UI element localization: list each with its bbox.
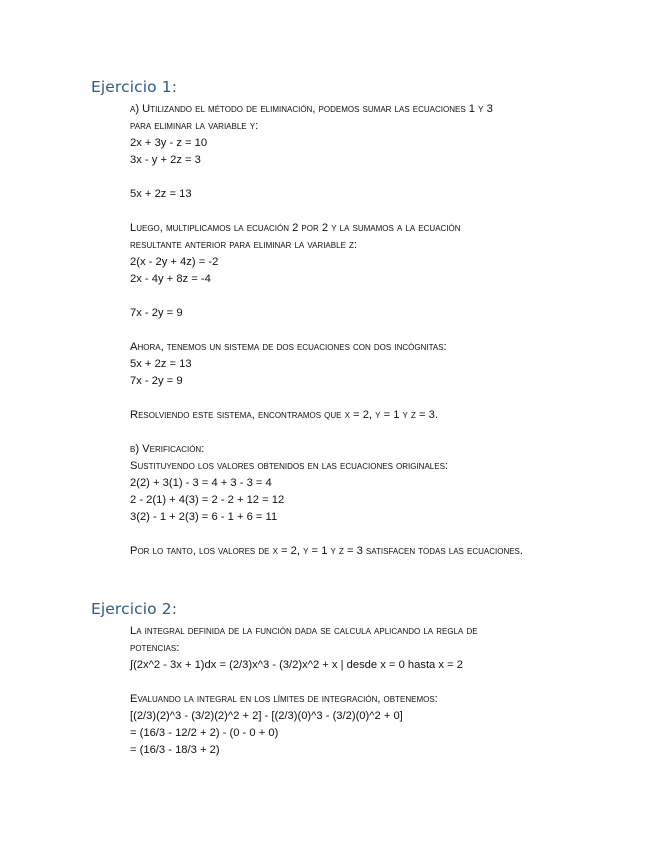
step-2-line-2: resultante anterior para eliminar la variable z: bbox=[130, 239, 357, 251]
evaluation-step-3: = (16/3 - 18/3 + 2) bbox=[130, 744, 220, 756]
exercise-1-body bbox=[130, 101, 650, 560]
evaluation-step-1: [(2/3)(2)^3 - (3/2)(2)^2 + 2] - [(2/3)(0)^3 - (3/2)(0)^2 + 0] bbox=[130, 710, 403, 722]
step-2-line-1: Luego, multiplicamos la ecuación 2 por 2 y la sumamos a la ecuación bbox=[130, 222, 461, 234]
integral-intro-line-2: potencias: bbox=[130, 642, 180, 654]
spacer bbox=[130, 674, 650, 691]
spacer bbox=[130, 322, 650, 339]
equation-4: 2x - 4y + 8z = -4 bbox=[130, 273, 211, 285]
system-intro: Ahora, tenemos un sistema de dos ecuaciones con dos incógnitas: bbox=[130, 341, 447, 353]
evaluation-step-2: = (16/3 - 12/2 + 2) - (0 - 0 + 0) bbox=[130, 727, 279, 739]
system-equation-1: 5x + 2z = 13 bbox=[130, 358, 192, 370]
spacer bbox=[130, 203, 650, 220]
evaluation-intro: Evaluando la integral en los límites de integración, obtenemos: bbox=[130, 693, 438, 705]
integral-formula: ∫(2x^2 - 3x + 1)dx = (2/3)x^3 - (3/2)x^2 + x | desde x = 0 hasta x = 2 bbox=[130, 659, 463, 671]
integral-intro-line-1: La integral definida de la función dada se calcula aplicando la regla de bbox=[130, 625, 478, 637]
exercise-2-heading: Ejercicio 2: bbox=[91, 600, 178, 618]
spacer bbox=[130, 390, 650, 407]
spacer bbox=[130, 288, 650, 305]
spacer bbox=[130, 169, 650, 186]
solution-statement: Resolviendo este sistema, encontramos que x = 2, y = 1 y z = 3. bbox=[130, 409, 438, 421]
exercise-2-body bbox=[130, 623, 650, 759]
equation-2: 3x - y + 2z = 3 bbox=[130, 154, 201, 166]
verification-1: 2(2) + 3(1) - 3 = 4 + 3 - 3 = 4 bbox=[130, 477, 272, 489]
spacer bbox=[130, 424, 650, 441]
part-a-intro-line-1: a) Utilizando el método de eliminación, podemos sumar las ecuaciones 1 y 3 bbox=[130, 103, 493, 115]
part-a-intro-line-2: para eliminar la variable y: bbox=[130, 120, 259, 132]
step-2-result: 7x - 2y = 9 bbox=[130, 307, 183, 319]
verification-intro: Sustituyendo los valores obtenidos en las ecuaciones originales: bbox=[130, 460, 449, 472]
system-equation-2: 7x - 2y = 9 bbox=[130, 375, 183, 387]
verification-3: 3(2) - 1 + 2(3) = 6 - 1 + 6 = 11 bbox=[130, 511, 278, 523]
part-b-title: b) Verificación: bbox=[130, 443, 205, 455]
spacer bbox=[130, 526, 650, 543]
equation-3: 2(x - 2y + 4z) = -2 bbox=[130, 256, 219, 268]
sum-result: 5x + 2z = 13 bbox=[130, 188, 192, 200]
conclusion: Por lo tanto, los valores de x = 2, y = 1 y z = 3 satisfacen todas las ecuaciones. bbox=[130, 545, 523, 557]
verification-2: 2 - 2(1) + 4(3) = 2 - 2 + 12 = 12 bbox=[130, 494, 285, 506]
exercise-1-heading: Ejercicio 1: bbox=[91, 78, 178, 96]
equation-1: 2x + 3y - z = 10 bbox=[130, 137, 208, 149]
